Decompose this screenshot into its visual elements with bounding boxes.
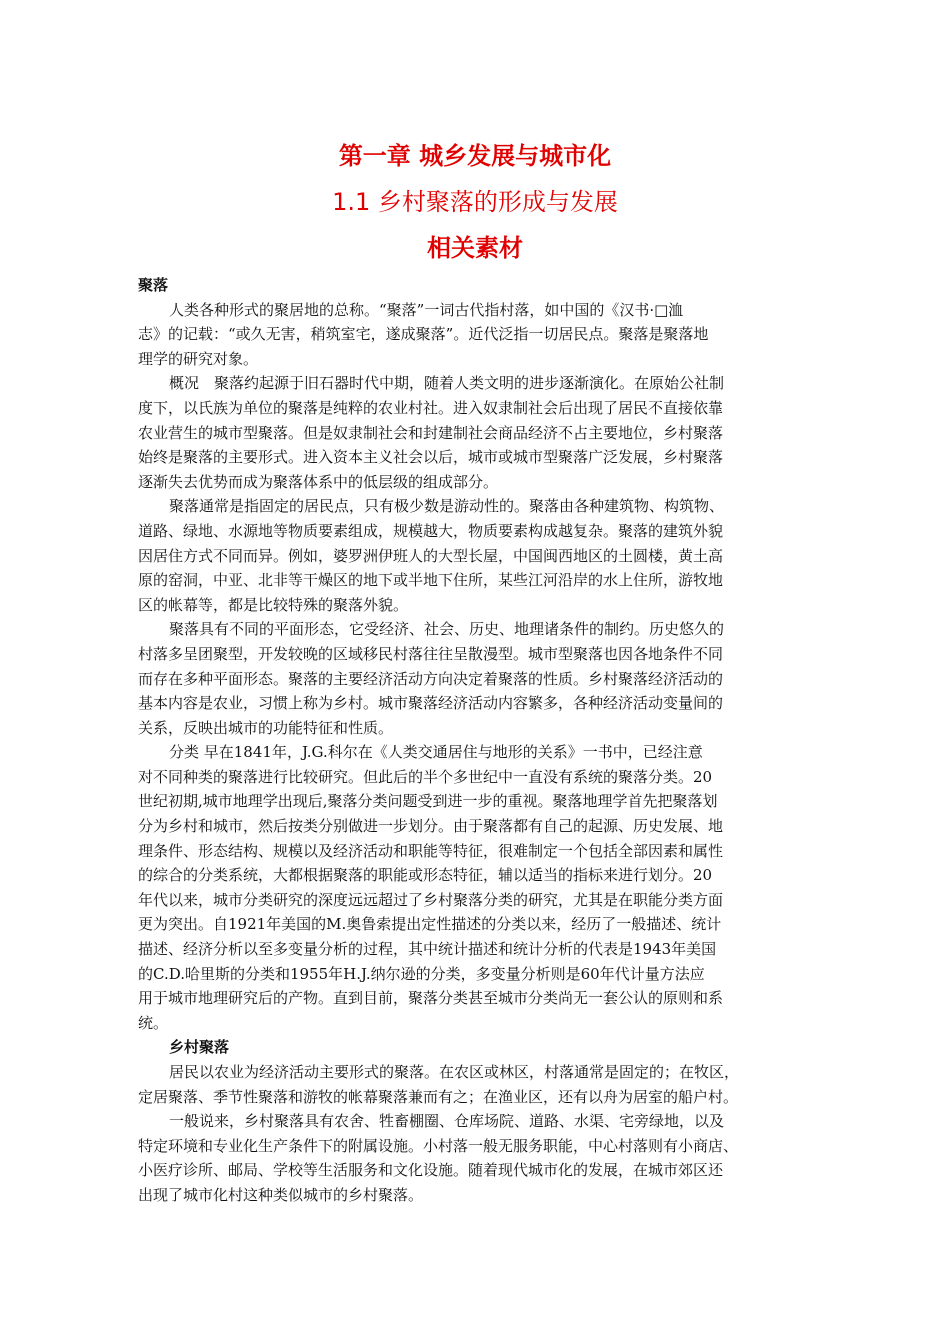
section-title: 1.1 乡村聚落的形成与发展 — [332, 188, 618, 216]
text-line: 定居聚落、季节性聚落和游牧的帐幕聚落兼而有之；在渔业区，还有以舟为居室的船户村。 — [138, 1087, 739, 1106]
text-line: 志》的记载：“或久无害，稍筑室宅，遂成聚落”。近代泛指一切居民点。聚落是聚落地 — [138, 325, 709, 344]
text-line: 一般说来，乡村聚落具有农舍、牲畜棚圈、仓库场院、道路、水渠、宅旁绿地，以及 — [169, 1112, 725, 1131]
text-line: 的综合的分类系统，大都根据聚落的职能或形态特征，辅以适当的指标来进行划分。20 — [138, 866, 713, 885]
text-line: 度下，以氏族为单位的聚落是纯粹的农业村社。进入奴隶制社会后出现了居民不直接依靠 — [138, 398, 724, 417]
text-line: 分为乡村和城市，然后按类分别做进一步划分。由于聚落都有自己的起源、历史发展、地 — [138, 817, 724, 836]
chapter-title: 第一章 城乡发展与城市化 — [338, 142, 612, 170]
material-title: 相关素材 — [427, 234, 523, 262]
text-line: 概况 聚落约起源于旧石器时代中期，随着人类文明的进步逐渐演化。在原始公社制 — [169, 374, 725, 393]
text-line: 对不同种类的聚落进行比较研究。但此后的半个多世纪中一直没有系统的聚落分类。20 — [138, 767, 713, 786]
text-line: 逐渐失去优势而成为聚落体系中的低层级的组成部分。 — [138, 472, 499, 491]
text-line: 基本内容是农业，习惯上称为乡村。城市聚落经济活动内容繁多，各种经济活动变量间的 — [138, 694, 724, 713]
section-heading: 乡村聚落 — [169, 1038, 230, 1057]
paragraph — [138, 617, 818, 740]
text-line: 统。 — [138, 1013, 169, 1032]
text-line: 世纪初期,城市地理学出现后,聚落分类问题受到进一步的重视。聚落地理学首先把聚落划 — [138, 792, 718, 811]
text-line: 始终是聚落的主要形式。进入资本主义社会以后，城市或城市型聚落广泛发展，乡村聚落 — [138, 448, 724, 467]
text-line: 而存在多种平面形态。聚落的主要经济活动方向决定着聚落的性质。乡村聚落经济活动的 — [138, 669, 724, 688]
text-line: 用于城市地理研究后的产物。直到目前，聚落分类甚至城市分类尚无一套公认的原则和系 — [138, 989, 724, 1008]
text-line: 更为突出。自1921年美国的M.奥鲁索提出定性描述的分类以来，经历了一般描述、统计 — [138, 915, 722, 934]
text-line: 小医疗诊所、邮局、学校等生活服务和文化设施。随着现代城市化的发展，在城市郊区还 — [138, 1161, 724, 1180]
text-line: 描述、经济分析以至多变量分析的过程，其中统计描述和统计分析的代表是1943年美国 — [138, 940, 717, 959]
text-line: 理学的研究对象。 — [138, 349, 259, 368]
text-line: 农业营生的城市型聚落。但是奴隶制社会和封建制社会商品经济不占主要地位，乡村聚落 — [138, 423, 724, 442]
text-line: 关系，反映出城市的功能特征和性质。 — [138, 718, 394, 737]
text-line: 道路、绿地、水源地等物质要素组成，规模越大，物质要素构成越复杂。聚落的建筑外貌 — [138, 521, 724, 540]
text-line: 原的窑洞，中亚、北非等干燥区的地下或半地下住所，某些江河沿岸的水上住所，游牧地 — [138, 571, 724, 590]
text-line: 居民以农业为经济活动主要形式的聚落。在农区或林区，村落通常是固定的；在牧区， — [169, 1063, 740, 1081]
section-heading: 聚落 — [138, 276, 169, 294]
text-line: 出现了城市化村这种类似城市的乡村聚落。 — [138, 1185, 424, 1204]
paragraph — [138, 371, 818, 494]
paragraph — [138, 740, 818, 1035]
title-block — [0, 133, 950, 271]
text-line: 年代以来，城市分类研究的深度远远超过了乡村聚落分类的研究，尤其是在职能分类方面 — [138, 890, 724, 909]
text-line: 区的帐幕等，都是比较特殊的聚落外貌。 — [138, 595, 409, 614]
text-line: 因居住方式不同而异。例如，婆罗洲伊班人的大型长屋，中国闽西地区的土圆楼，黄土高 — [138, 546, 724, 565]
paragraph — [138, 298, 818, 372]
paragraph — [138, 494, 818, 617]
document-body — [138, 273, 818, 1208]
text-line: 的C.D.哈里斯的分类和1955年H.J.纳尔逊的分类，多变量分析则是60年代计量方法应 — [138, 964, 705, 983]
text-line: 聚落通常是指固定的居民点，只有极少数是游动性的。聚落由各种建筑物、构筑物、 — [169, 497, 725, 516]
text-line: 分类 早在1841年，J.G.科尔在《人类交通居住与地形的关系》一书中，已经注意 — [169, 743, 703, 762]
text-line: 人类各种形式的聚居地的总称。“聚落”一词古代指村落，如中国的《汉书·□洫 — [169, 300, 684, 319]
paragraph — [138, 1060, 818, 1109]
text-line: 村落多呈团聚型，开发较晚的区域移民村落往往呈散漫型。城市型聚落也因各地条件不同 — [138, 644, 724, 663]
paragraph — [138, 1109, 818, 1207]
text-line: 特定环境和专业化生产条件下的附属设施。小村落一般无服务职能，中心村落则有小商店、 — [138, 1136, 739, 1155]
text-line: 理条件、形态结构、规模以及经济活动和职能等特征，很难制定一个包括全部因素和属性 — [138, 841, 724, 860]
text-line: 聚落具有不同的平面形态，它受经济、社会、历史、地理诸条件的制约。历史悠久的 — [169, 620, 725, 639]
